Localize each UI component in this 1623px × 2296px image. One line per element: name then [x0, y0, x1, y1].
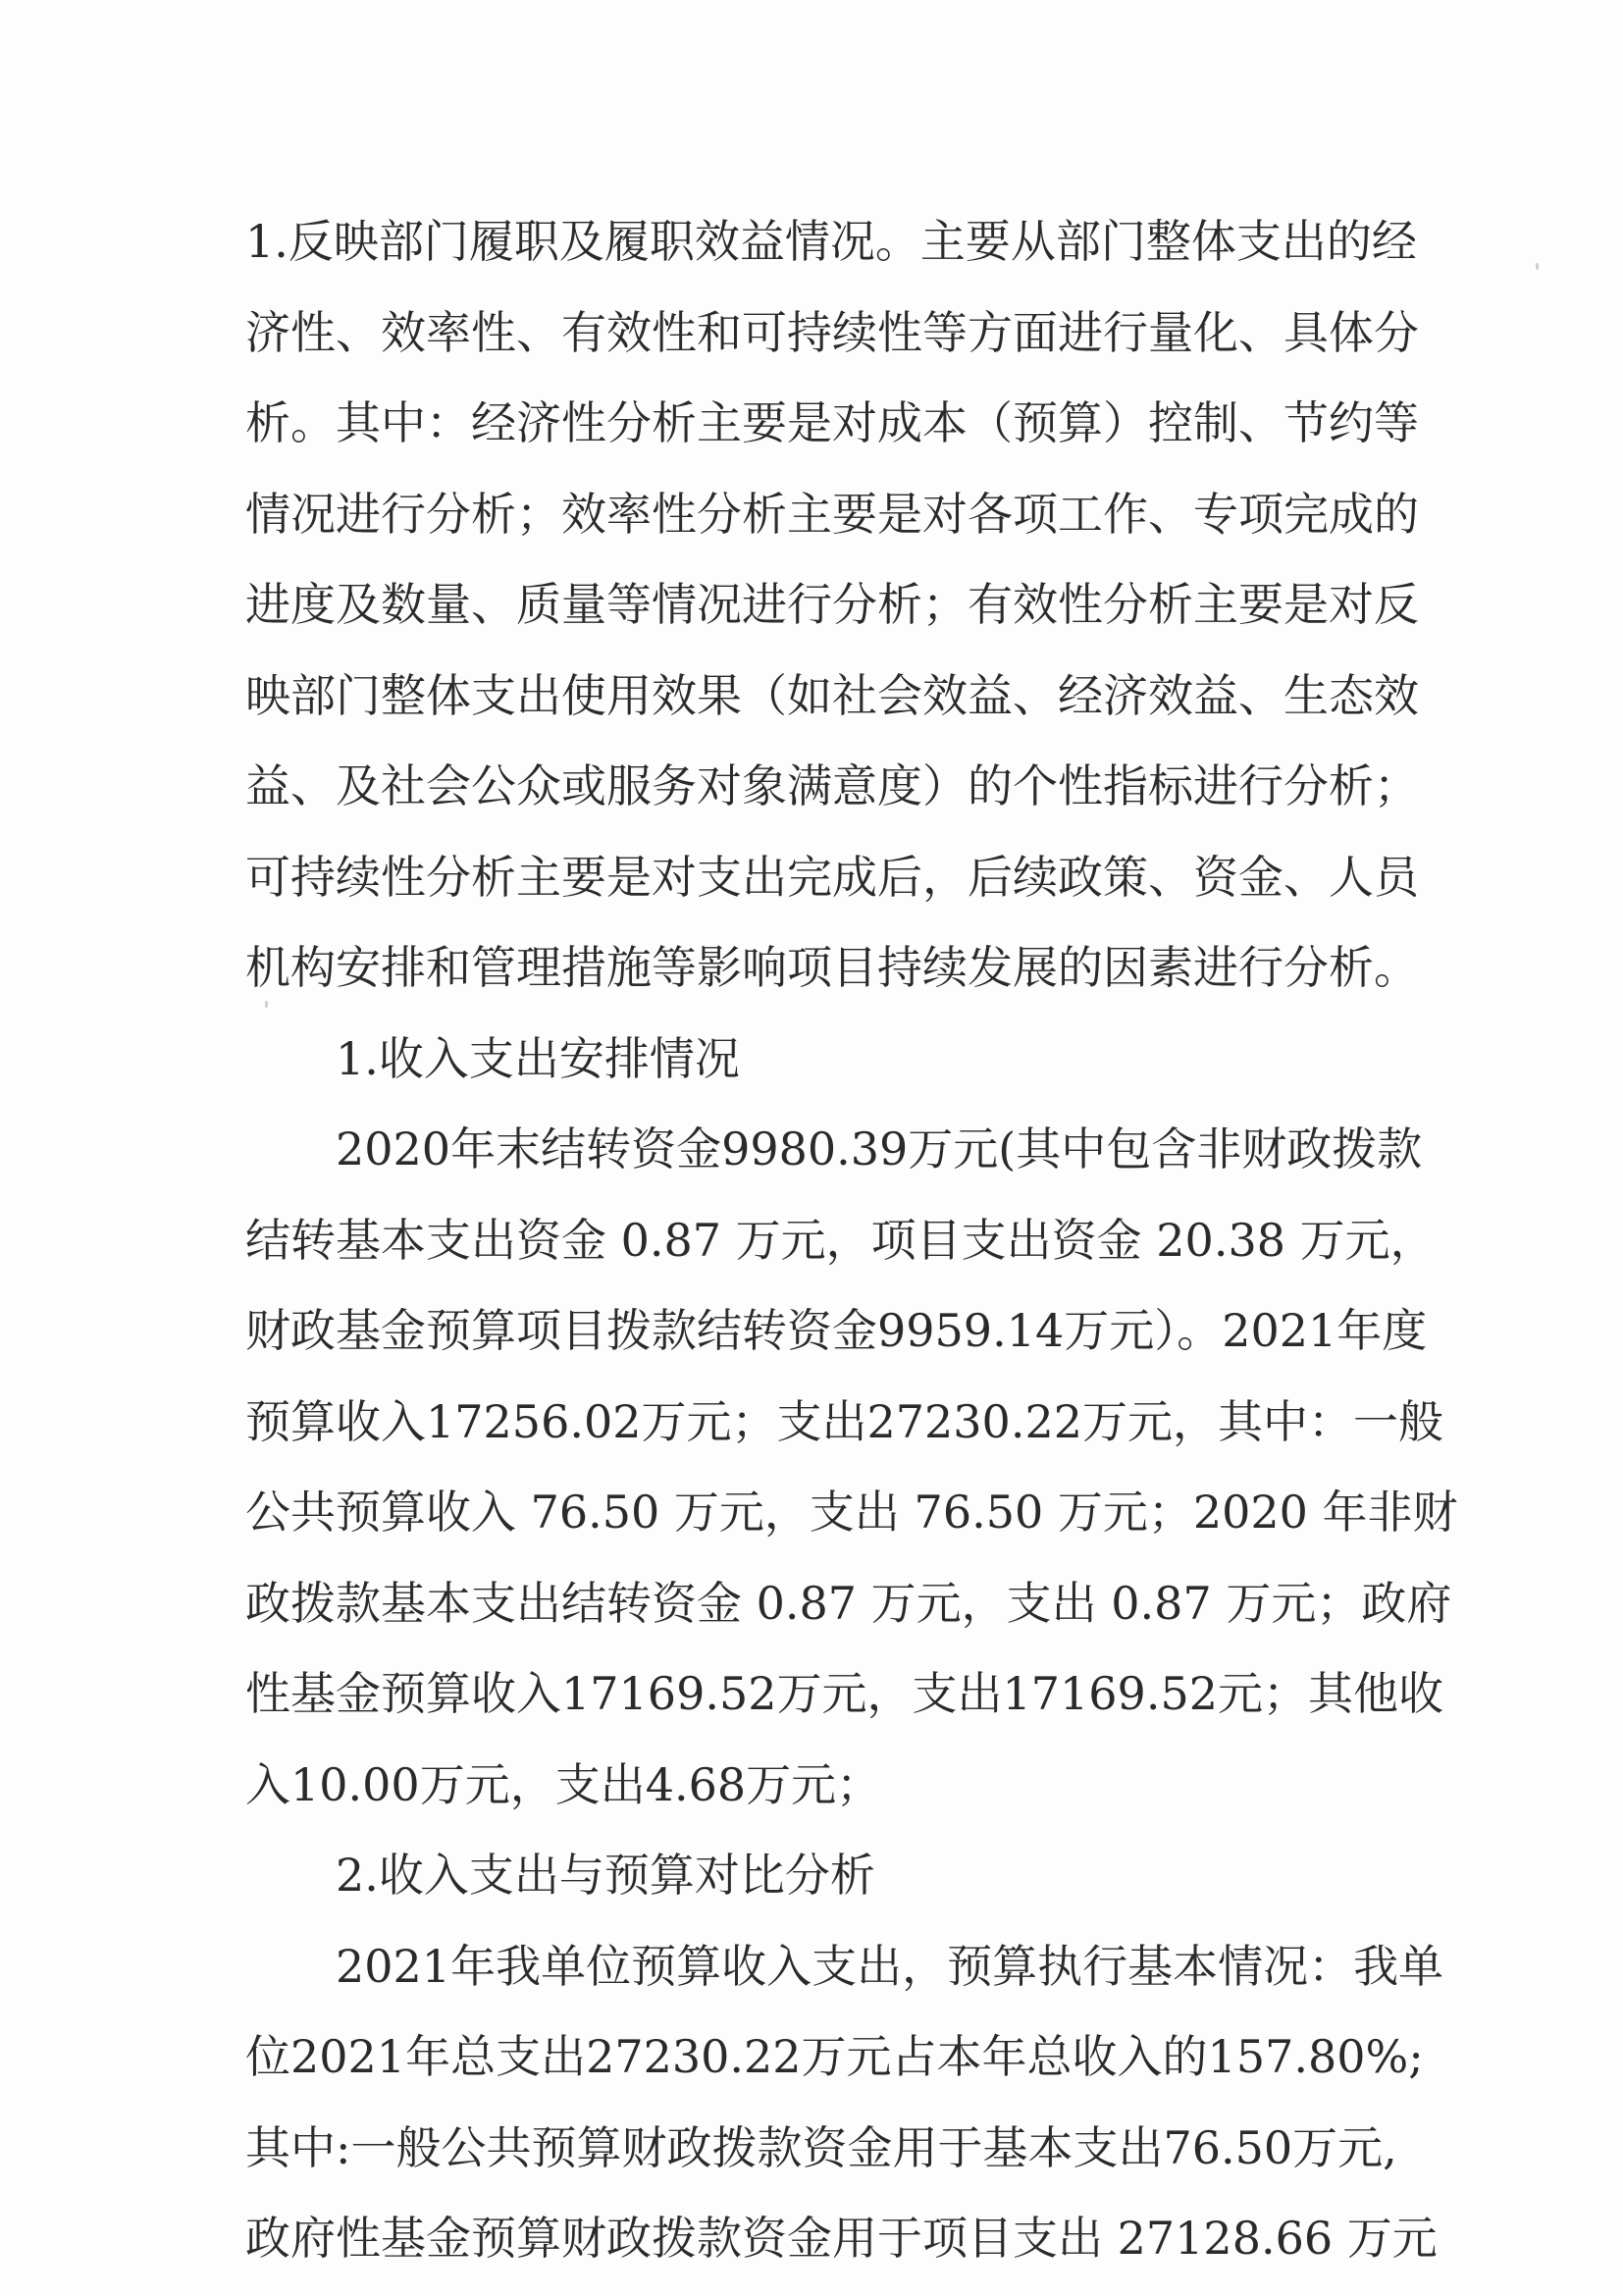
- text-line: 入10.00万元，支出4.68万元；: [245, 1757, 882, 1811]
- text-line: 益、及社会公众或服务对象满意度）的个性指标进行分析；: [245, 759, 1419, 812]
- paragraph-performance-analysis: [245, 196, 1419, 1014]
- paragraph-budget-comparison: [245, 1921, 1444, 2284]
- text-line: 性基金预算收入17169.52万元，支出17169.52元；其他收: [245, 1667, 1443, 1720]
- paragraph-income-expenditure: [245, 1104, 1458, 1830]
- text-line: 位2021年总支出27230.22万元占本年总收入的157.80%;: [245, 2030, 1424, 2083]
- section-heading: 2.收入支出与预算对比分析: [336, 1849, 875, 1902]
- text-line: 政府性基金预算财政拨款资金用于项目支出 27128.66 万元: [245, 2212, 1438, 2265]
- text-line: 进度及数量、质量等情况进行分析；有效性分析主要是对反: [245, 578, 1419, 631]
- text-line: 映部门整体支出使用效果（如社会效益、经济效益、生态效: [245, 668, 1419, 722]
- text-line: 析。其中：经济性分析主要是对成本（预算）控制、节约等: [245, 396, 1419, 449]
- text-line: 结转基本支出资金 0.87 万元，项目支出资金 20.38 万元，: [245, 1213, 1436, 1267]
- document-body: [245, 196, 1458, 2284]
- text-line: 济性、效率性、有效性和可持续性等方面进行量化、具体分: [245, 305, 1419, 359]
- text-line: 其中:一般公共预算财政拨款资金用于基本支出76.50万元,: [245, 2120, 1397, 2174]
- text-line: 机构安排和管理措施等影响项目持续发展的因素进行分析。: [245, 941, 1419, 994]
- text-line: 2021年我单位预算收入支出，预算执行基本情况：我单: [336, 1939, 1444, 1993]
- text-line: 情况进行分析；效率性分析主要是对各项工作、专项完成的: [245, 487, 1419, 541]
- text-line: 财政基金预算项目拨款结转资金9959.14万元）。2021年度: [245, 1304, 1428, 1357]
- text-line: 政拨款基本支出结转资金 0.87 万元，支出 0.87 万元；政府: [245, 1576, 1452, 1630]
- scan-speck: [1536, 263, 1539, 270]
- section-heading: 1.收入支出安排情况: [336, 1031, 740, 1085]
- text-line: 可持续性分析主要是对支出完成后，后续政策、资金、人员: [245, 850, 1419, 904]
- text-line: 2020年末结转资金9980.39万元(其中包含非财政拨款: [336, 1122, 1423, 1175]
- text-line: 公共预算收入 76.50 万元，支出 76.50 万元；2020 年非财: [245, 1486, 1458, 1539]
- text-line: 1.反映部门履职及履职效益情况。主要从部门整体支出的经: [245, 215, 1417, 268]
- text-line: 预算收入17256.02万元；支出27230.22万元，其中：一般: [245, 1394, 1443, 1448]
